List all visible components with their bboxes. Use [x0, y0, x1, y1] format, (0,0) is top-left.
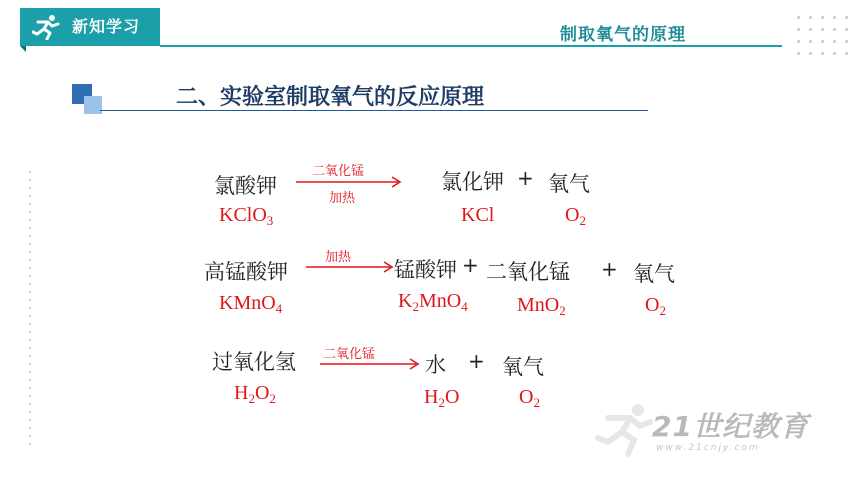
reaction3-arrow-icon: [320, 358, 420, 370]
left-dotted-border: [29, 168, 31, 450]
section-underline: [100, 110, 648, 111]
header-badge-label: 新知学习: [72, 17, 141, 36]
reaction1-heat: 加热: [329, 191, 356, 206]
reaction2-plus2: +: [601, 257, 618, 281]
header-topic-title: 制取氧气的原理: [560, 25, 686, 45]
reaction3-catalyst: 二氧化锰: [323, 347, 376, 362]
reaction1-product2: 氧气: [548, 172, 590, 196]
reaction1-catalyst: 二氧化锰: [312, 164, 365, 179]
header-divider: [160, 45, 782, 47]
reaction2-heat: 加热: [325, 250, 352, 265]
reaction2-product2-formula: MnO$_2$: [517, 294, 566, 318]
reaction3-product2: 氧气: [502, 355, 544, 379]
reaction1-product1: 氯化钾: [441, 170, 504, 194]
watermark-text: 21世纪教育: [652, 410, 809, 443]
reaction2-plus1: +: [462, 253, 479, 277]
reaction2-reactant-formula: KMnO$_4$: [219, 292, 283, 316]
reaction1-reactant-formula: KClO$_3$: [219, 204, 274, 228]
reaction1-product2-formula: $O_2$: [565, 204, 586, 228]
reaction3-product1: 水: [425, 353, 446, 377]
reaction2-product1-formula: $K_2MnO_4$: [398, 290, 468, 314]
reaction1-product1-formula: KCl: [461, 204, 495, 226]
reaction2-product3-formula: $O_2$: [645, 294, 666, 318]
reaction3-product1-formula: $H_2O$: [424, 386, 460, 410]
runner-icon: [32, 14, 62, 40]
reaction1-plus: +: [517, 166, 534, 190]
reaction2-product2: 二氧化锰: [486, 260, 570, 284]
reaction1-reactant: 氯酸钾: [214, 174, 277, 198]
section-title: 二、实验室制取氧气的反应原理: [176, 85, 485, 110]
watermark-subtext: www.21cnjy.com: [656, 443, 760, 453]
title-square-accent: [84, 96, 102, 114]
dot-grid-decoration: [795, 14, 849, 64]
reaction2-product1: 锰酸钾: [394, 258, 457, 282]
reaction3-reactant-formula: $H_2O_2$: [234, 382, 276, 406]
reaction3-product2-formula: $O_2$: [519, 386, 540, 410]
reaction2-product3: 氧气: [633, 262, 675, 286]
reaction2-reactant: 高锰酸钾: [204, 260, 288, 284]
reaction3-reactant: 过氧化氢: [212, 350, 296, 374]
reaction3-plus: +: [468, 349, 485, 373]
reaction2-arrow-icon: [306, 261, 394, 273]
